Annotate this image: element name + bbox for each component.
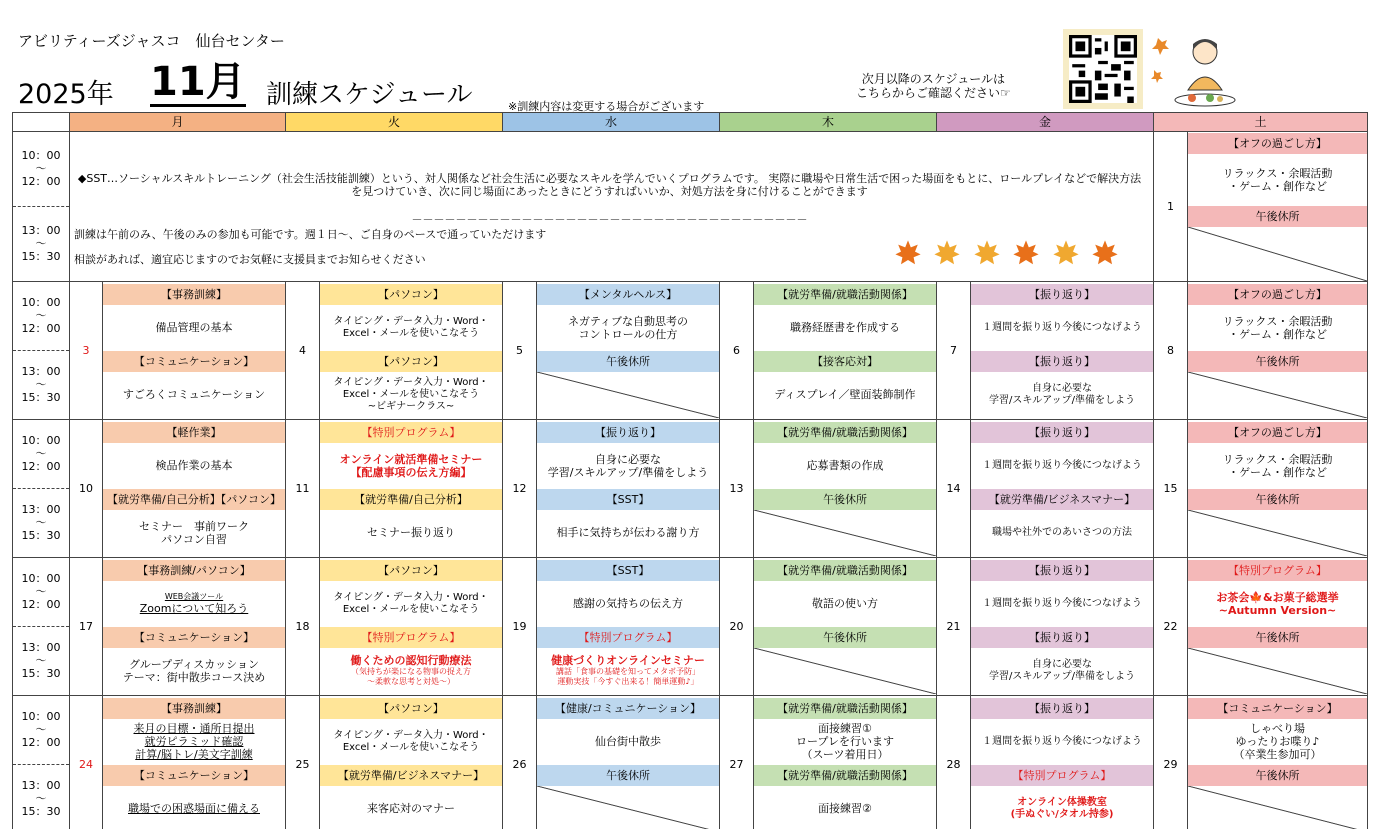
category-label: 【事務訓練】 [103,284,285,305]
content-line: 職務経歴書を作成する [790,321,900,334]
content-line: （卒業生参加可） [1233,748,1322,761]
pm-content [971,372,1153,418]
day-number: 28 [937,696,971,829]
content-line: リラックス・余暇活動 [1222,314,1333,328]
schedule-cell-wed [537,696,720,829]
category-label: 【特別プログラム】 [320,627,502,648]
content-line: ネガティブな自動思考の [567,314,689,328]
day-number: 4 [286,282,320,420]
pm-content [971,648,1153,694]
category-label: 【振り返り】 [971,284,1153,305]
qr-caption [856,72,1011,100]
schedule-cell-mon [103,282,286,420]
content-line: (手ぬぐい/タオル持参) [1010,808,1114,820]
category-label: 【就労準備/就職活動関係】 [754,422,936,443]
schedule-cell-sat [1188,132,1368,282]
content-line: 【配慮事項の伝え方編】 [350,465,472,479]
am-content [971,443,1153,489]
closed-slash [537,372,719,418]
category-label: 【事務訓練】 [103,698,285,719]
day-number: 3 [70,282,103,420]
category-label: 【振り返り】 [971,698,1153,719]
category-label: 【健康/コミュニケーション】 [537,698,719,719]
intro-notice [70,132,1154,282]
content-line: １週間を振り返り今後につなげよう [982,459,1142,471]
am-content [537,581,719,627]
pm-content [320,786,502,829]
content-line: 備品管理の基本 [155,321,233,334]
content-line: 自身に必要な [1032,382,1092,394]
schedule-cell-thu [754,558,937,696]
content-line: ディスプレイ／壁面装飾制作 [774,388,916,401]
content-line: タイピング・データ入力・Word・ [333,315,489,327]
content-line: ~ビギナークラス~ [367,400,455,412]
qr-code[interactable] [1063,29,1143,109]
am-content [754,581,936,627]
schedule-cell-tue [320,558,503,696]
content-line: 来客応対のマナー [367,802,455,815]
category-label: 【就労準備/ビジネスマナー】 [320,765,502,786]
content-line: ・ゲーム・創作など [1228,327,1327,341]
week-row-1 [13,132,1368,282]
time-cell: 10：00 ～ 12：00 13：00 ～ 15：30 [13,420,70,558]
content-line: 学習/スキルアップ/準備をしよう [547,465,709,479]
am-content [103,443,285,489]
am-content [103,719,285,765]
category-label: 【SST】 [537,560,719,581]
category-label: 【振り返り】 [971,351,1153,372]
content-line: ロープレを行います [795,735,894,748]
category-label: 【就労準備/自己分析】 [320,489,502,510]
schedule-cell-thu [754,420,937,558]
am-content [1188,581,1367,627]
content-line: Excel・メールを使いこなそう [342,327,480,339]
pm-content [103,372,285,418]
pm-content [537,648,719,694]
content-line: オンライン就活準備セミナー [339,452,483,466]
week-row-5 [13,696,1368,829]
content-line: 面接練習① [818,722,872,735]
day-number: 25 [286,696,320,829]
day-header-sat: 土 [1154,113,1368,132]
content-line: ゆったりお喋り♪ [1235,735,1320,748]
day-number: 20 [720,558,754,696]
closed-slash [1188,372,1367,418]
category-label: 【振り返り】 [971,422,1153,443]
content-line: 就労ピラミッド確認 [144,735,244,748]
day-number: 18 [286,558,320,696]
month: 11月 [150,59,246,105]
category-label: 午後休所 [1188,765,1367,786]
content-line: 相手に気持ちが伝わる謝り方 [556,526,700,539]
category-label: 午後休所 [754,627,936,648]
closed-slash [1188,510,1367,556]
day-header-mon: 月 [70,113,286,132]
content-line: Zoomについて知ろう [139,602,249,615]
weekday-header-row [13,113,1368,132]
day-number: 17 [70,558,103,696]
qr-code-icon [1069,35,1137,103]
content-line: セミナー振り返り [367,526,455,539]
day-number: 27 [720,696,754,829]
category-label: 午後休所 [537,351,719,372]
category-label: 【振り返り】 [971,560,1153,581]
category-label: 【パソコン】 [320,284,502,305]
closed-slash [754,510,936,556]
category-label: 【特別プログラム】 [320,422,502,443]
content-line: Excel・メールを使いこなそう [342,741,480,753]
content-line: テーマ：街中散歩コース決め [122,670,266,684]
category-label: 【コミュニケーション】 [103,765,285,786]
content-line: ~Autumn Version~ [1218,603,1337,617]
qr-caption-1: 次月以降のスケジュールは [861,72,1006,86]
schedule-cell-wed [537,282,720,420]
content-line: タイピング・データ入力・Word・ [333,591,489,603]
content-line: 面接練習② [818,802,872,815]
schedule-cell-tue [320,696,503,829]
category-label: 午後休所 [1188,489,1367,510]
category-label: 【SST】 [537,489,719,510]
pm-content [320,372,502,418]
content-line: パソコン自習 [161,532,227,546]
schedule-cell-tue [320,420,503,558]
day-number: 1 [1154,132,1188,282]
time-cell: 10：00 ～ 12：00 13：00 ～ 15：30 [13,696,70,829]
category-label: 【就労準備/就職活動関係】 [754,765,936,786]
pm-content [754,372,936,418]
day-number: 22 [1154,558,1188,696]
category-label: 午後休所 [537,765,719,786]
closed-slash [754,648,936,694]
pm-content [320,510,502,556]
category-label: 【コミュニケーション】 [103,351,285,372]
page-title: 訓練スケジュール [266,80,473,110]
intro-divider: －－－－－－－－－－－－－－－－－－－－－－－－－－－－－－－－－－－－ [411,213,808,226]
category-label: 【軽作業】 [103,422,285,443]
category-label: 【接客応対】 [754,351,936,372]
year: 2025年 [18,79,114,110]
schedule-cell-fri [971,696,1154,829]
leaf-decoration [890,239,1124,270]
am-content [320,581,502,627]
category-label: 【オフの過ごし方】 [1188,422,1367,443]
am-content: リラックス・余暇活動 ・ゲーム・創作など [1222,166,1333,193]
am-content [537,305,719,351]
content-line: コントロールの仕方 [578,327,678,341]
schedule-cell-sat [1188,558,1368,696]
am-content [1188,719,1367,765]
am-content [103,581,285,627]
content-line: タイピング・データ入力・Word・ [333,376,489,388]
day-number: 24 [70,696,103,829]
closed-slash [1188,227,1367,281]
category-label: 午後休所 [1188,206,1367,227]
day-header-tue: 火 [286,113,503,132]
am-content [754,305,936,351]
category-label: 【オフの過ごし方】 [1188,284,1367,305]
am-content [971,581,1153,627]
day-number: 15 [1154,420,1188,558]
category-label: 【就労準備/自己分析】【パソコン】 [103,489,285,510]
pm-content [971,786,1153,829]
content-line: 応募書類の作成 [806,459,884,472]
content-line: （気持ちが楽になる物事の捉え方 [351,667,471,676]
week-row-2 [13,282,1368,420]
category-label: 【就労準備/ビジネスマナー】 [971,489,1153,510]
pm-content [320,648,502,694]
am-content [537,719,719,765]
maple-leaf-icon [973,239,1001,267]
content-line: しゃべり場 [1250,722,1305,735]
schedule-cell-tue [320,282,503,420]
content-line: １週間を振り返り今後につなげよう [982,321,1142,333]
content-line: すごろくコミュニケーション [122,388,266,401]
schedule-cell-wed [537,420,720,558]
schedule-cell-fri [971,420,1154,558]
content-line: 仙台街中散歩 [595,735,661,748]
content-line: 学習/スキルアップ/準備をしよう [989,394,1135,406]
content-line: 学習/スキルアップ/準備をしよう [989,670,1135,682]
day-number: 29 [1154,696,1188,829]
time-cell: 10：00 ～ 12：00 13：00 ～ 15：30 [13,282,70,420]
schedule-table [12,112,1368,829]
schedule-cell-mon [103,696,286,829]
day-number: 7 [937,282,971,420]
content-line: 講話「食事の基礎を知ってメタボ予防」 [556,667,700,676]
am-content [320,305,502,351]
intro-consult: 相談があれば、適宜応じますのでお気軽に支援員までお知らせください [74,253,426,266]
am-content [754,719,936,765]
intro-participation: 訓練は午前のみ、午後のみの参加も可能です。週１日～、ご自身のペースで通っていただけます [74,228,547,241]
category-label: 【パソコン】 [320,351,502,372]
content-line: 職場や社外でのあいさつの方法 [992,526,1132,538]
content-line: タイピング・データ入力・Word・ [333,729,489,741]
am-content [1188,305,1367,351]
category-label: 【振り返り】 [971,627,1153,648]
content-line: Excel・メールを使いこなそう [342,603,480,615]
maple-leaf-icon [1091,239,1119,267]
week-row-3 [13,420,1368,558]
day-number: 11 [286,420,320,558]
schedule-cell-fri [971,282,1154,420]
content-line: Excel・メールを使いこなそう [342,388,480,400]
content-line: グループディスカッション [129,657,259,671]
maple-leaf-icon [894,239,922,267]
category-label: 【パソコン】 [320,698,502,719]
day-number: 12 [503,420,537,558]
day-header-thu: 木 [720,113,937,132]
content-line: 働くための認知行動療法 [350,654,472,667]
category-label: 【就労準備/就職活動関係】 [754,284,936,305]
content-line: お茶会🍁&お菓子総選挙 [1216,590,1339,604]
content-line: 敬語の使い方 [812,597,878,610]
schedule-cell-mon [103,420,286,558]
pm-content [103,786,285,829]
day-number: 26 [503,696,537,829]
day-number: 14 [937,420,971,558]
schedule-cell-sat [1188,420,1368,558]
pm-content [537,510,719,556]
category-label: 【振り返り】 [537,422,719,443]
content-line: 運動実技「今すぐ出来る！簡単運動♪」 [557,677,699,686]
schedule-cell-sat [1188,696,1368,829]
content-line: セミナー 事前ワーク [139,519,249,533]
pm-content [103,510,285,556]
category-label: 【パソコン】 [320,560,502,581]
content-line: 来月の目標・通所日提出 [133,722,255,735]
content-line: 自身に必要な [595,452,661,466]
day-number: 6 [720,282,754,420]
content-line: 計算/脳トレ/美文字訓練 [135,748,253,761]
content-line: 健康づくりオンラインセミナー [551,654,705,667]
category-label: 【コミュニケーション】 [103,627,285,648]
day-number: 19 [503,558,537,696]
week-row-4 [13,558,1368,696]
maple-leaf-icon [933,239,961,267]
content-line: WEB会議ツール [164,592,224,601]
intro-sst: ◆SST…ソーシャルスキルトレーニング（社会生活技能訓練）という、対人関係など社会生活に必要なスキルを学んでいくプログラムです。 実際に職場や日常生活で困った場面をもとに、ロールプレイなどで解決方法を見つけていき、次に同じ場面にあったときにどうすればいいか、対処方法を身に付けることができます [77,172,1142,198]
category-label: 午後休所 [1188,627,1367,648]
category-label: 【オフの過ごし方】 [1188,133,1367,154]
category-label: 【就労準備/就職活動関係】 [754,560,936,581]
center-name: アビリティーズジャスコ 仙台センター [18,32,285,50]
category-label: 【特別プログラム】 [537,627,719,648]
category-label: 午後休所 [754,489,936,510]
am-content [103,305,285,351]
category-label: 午後休所 [1188,351,1367,372]
schedule-cell-wed [537,558,720,696]
category-label: 【事務訓練/パソコン】 [103,560,285,581]
schedule-cell-mon [103,558,286,696]
content-line: 検品作業の基本 [155,459,233,472]
am-content [754,443,936,489]
pm-content [754,786,936,829]
content-line: 職場での困惑場面に備える [128,802,260,815]
am-content [971,719,1153,765]
category-label: 【特別プログラム】 [1188,560,1367,581]
time-cell: 10：00 ～ 12：00 13：00 ～ 15：30 [13,132,70,282]
content-line: 自身に必要な [1032,658,1092,670]
am-content [537,443,719,489]
content-line: （スーツ着用日） [801,748,889,761]
am-content [1188,443,1367,489]
content-line: ・ゲーム・創作など [1228,465,1327,479]
day-number: 21 [937,558,971,696]
change-note: ※訓練内容は変更する場合がございます [508,100,705,113]
day-header-fri: 金 [937,113,1154,132]
day-number: 8 [1154,282,1188,420]
category-label: 【特別プログラム】 [971,765,1153,786]
am-content [320,719,502,765]
schedule-cell-sat [1188,282,1368,420]
maple-leaf-icon [1052,239,1080,267]
content-line: リラックス・余暇活動 [1222,452,1333,466]
content-line: オンライン体操教室 [1017,796,1107,808]
category-label: 【就労準備/就職活動関係】 [754,698,936,719]
category-label: 【コミュニケーション】 [1188,698,1367,719]
schedule-cell-thu [754,282,937,420]
time-cell: 10：00 ～ 12：00 13：00 ～ 15：30 [13,558,70,696]
schedule-cell-thu [754,696,937,829]
maple-leaf-icon [1012,239,1040,267]
qr-caption-2: こちらからご確認ください☞ [856,86,1011,100]
content-line: １週間を振り返り今後につなげよう [982,735,1142,747]
pm-content [971,510,1153,556]
day-number: 10 [70,420,103,558]
day-number: 5 [503,282,537,420]
closed-slash [1188,786,1367,829]
category-label: 【メンタルヘルス】 [537,284,719,305]
am-content [320,443,502,489]
content-line: １週間を振り返り今後につなげよう [982,597,1142,609]
content-line: ～柔軟な思考と対処～） [367,677,455,686]
schedule-cell-fri [971,558,1154,696]
time-header [13,113,70,132]
closed-slash [1188,648,1367,694]
pm-content [103,648,285,694]
am-content [971,305,1153,351]
closed-slash [537,786,719,829]
content-line: 感謝の気持ちの伝え方 [573,597,683,610]
day-number: 13 [720,420,754,558]
day-header-wed: 水 [503,113,720,132]
